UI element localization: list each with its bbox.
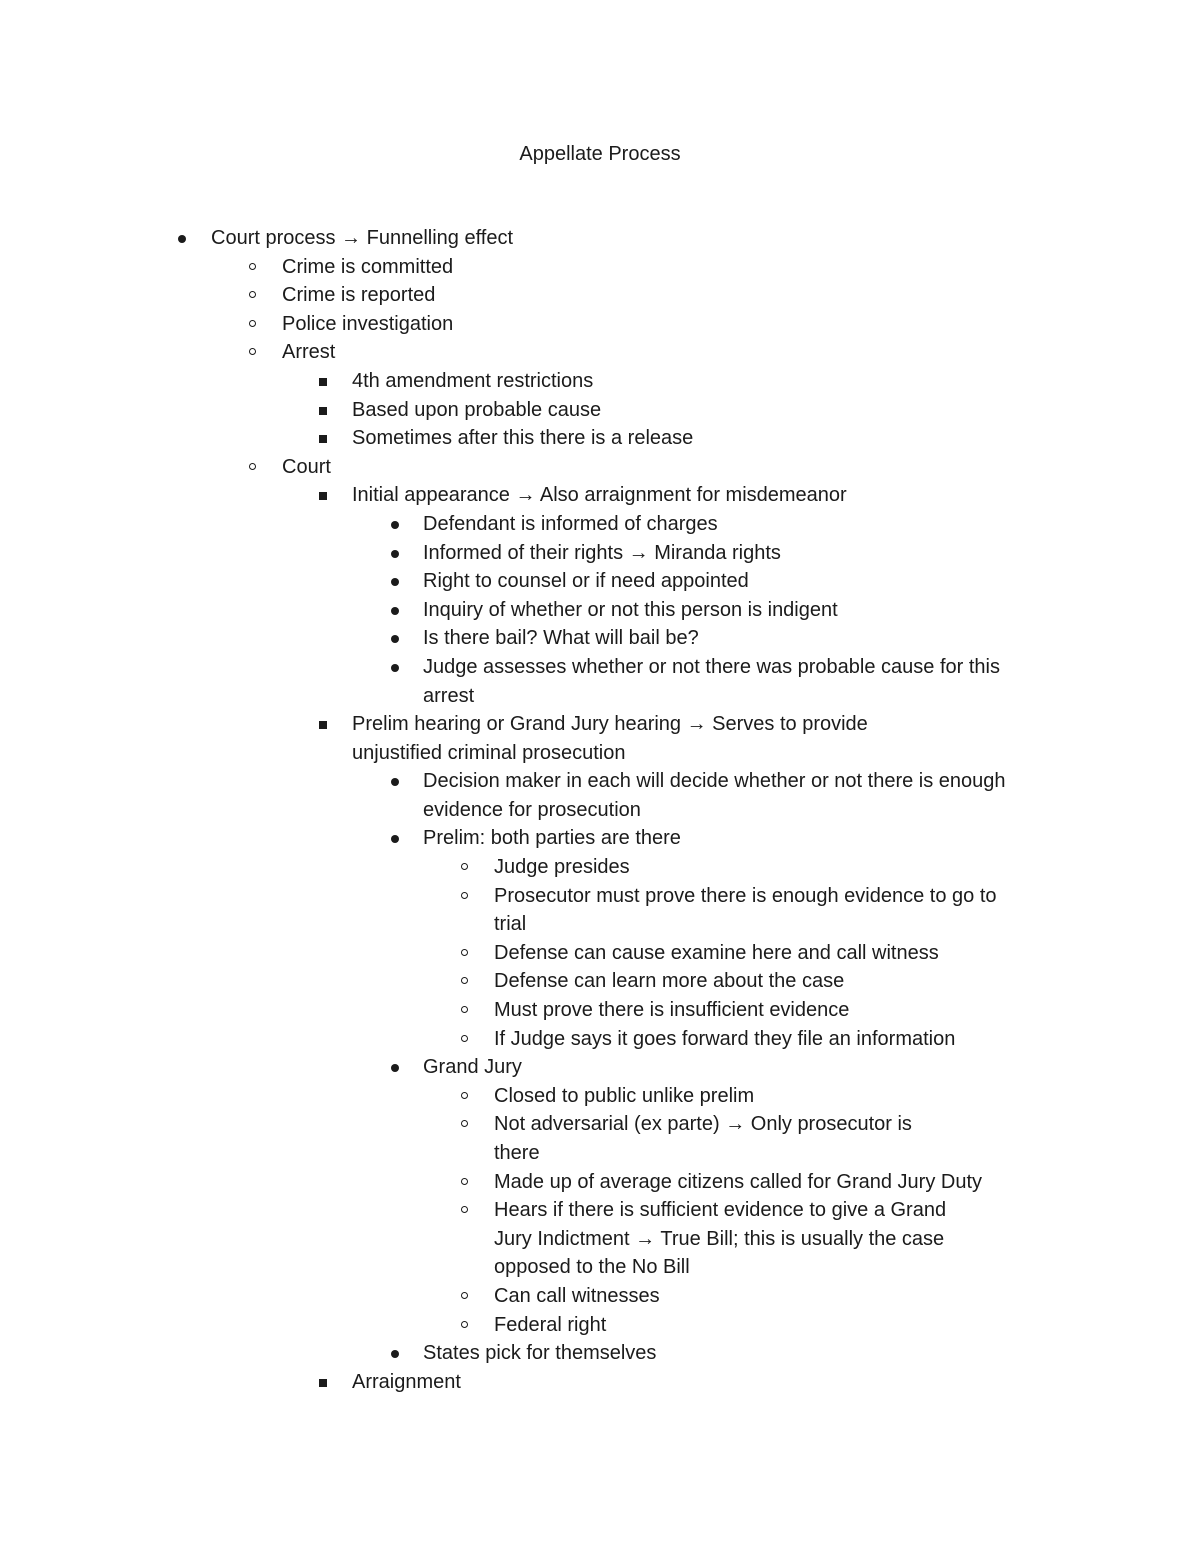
outline-item — [0, 510, 1200, 539]
outline-item-text: Defendant is informed of charges — [423, 512, 718, 535]
outline-continuation-line — [0, 796, 1200, 825]
circle-bullet-icon — [461, 1206, 468, 1213]
circle-bullet-icon — [461, 1092, 468, 1099]
circle-bullet-icon — [461, 1006, 468, 1013]
outline-item-text: Prosecutor must prove there is enough evidence to go to — [494, 884, 997, 907]
outline-continuation-line — [0, 1225, 1200, 1254]
outline-item-text: States pick for themselves — [423, 1342, 657, 1365]
disc-bullet-icon — [391, 578, 399, 586]
disc-bullet-icon — [391, 635, 399, 643]
outline-item-text: Judge presides — [494, 856, 630, 879]
outline-item-text: Court process → Funnelling effect — [211, 227, 514, 249]
outline-item — [0, 939, 1200, 968]
document-title: Appellate Process — [519, 143, 681, 165]
disc-bullet-icon — [391, 778, 399, 786]
outline-item-text: opposed to the No Bill — [494, 1256, 690, 1279]
outline-item-text: unjustified criminal prosecution — [352, 741, 626, 764]
square-bullet-icon — [319, 721, 327, 729]
outline-item-text: Prelim: both parties are there — [423, 827, 681, 850]
outline-item — [0, 367, 1200, 396]
outline-item-text: Defense can cause examine here and call witness — [494, 941, 939, 964]
outline-item-text: Decision maker in each will decide whether or not there is enough — [423, 770, 1006, 793]
circle-bullet-icon — [461, 1321, 468, 1328]
outline-item-text: Prelim hearing or Grand Jury hearing → Serves to provide — [352, 713, 868, 736]
outline-item-text: arrest — [423, 684, 475, 707]
outline-item-text: Judge assesses whether or not there was probable cause for this — [423, 655, 1000, 678]
outline-item-text: Made up of average citizens called for Grand Jury Duty — [494, 1170, 983, 1193]
disc-bullet-icon — [391, 835, 399, 843]
square-bullet-icon — [319, 1379, 327, 1387]
outline-continuation-line — [0, 1139, 1200, 1168]
outline-continuation-line — [0, 1253, 1200, 1282]
outline-item-text: Hears if there is sufficient evidence to give a Grand — [494, 1199, 947, 1222]
outline-item-text: Right to counsel or if need appointed — [423, 570, 749, 593]
outline-item-text: Must prove there is insufficient evidence — [494, 999, 850, 1022]
outline-item-text: there — [494, 1142, 540, 1164]
outline-item-text: Arrest — [282, 341, 336, 364]
outline-item — [0, 624, 1200, 653]
outline-item — [0, 567, 1200, 596]
outline-continuation-line — [0, 910, 1200, 939]
disc-bullet-icon — [391, 550, 399, 558]
outline-item — [0, 281, 1200, 310]
outline-item — [0, 310, 1200, 339]
outline-item — [0, 396, 1200, 425]
outline-item-text: Is there bail? What will bail be? — [423, 627, 699, 650]
outline-item — [0, 596, 1200, 625]
circle-bullet-icon — [461, 977, 468, 984]
circle-bullet-icon — [461, 1292, 468, 1299]
outline-item — [0, 424, 1200, 453]
outline-item — [0, 1196, 1200, 1225]
outline-item — [0, 1168, 1200, 1197]
outline-item — [0, 853, 1200, 882]
outline-item-text: Jury Indictment → True Bill; this is usually the case — [494, 1227, 945, 1250]
circle-bullet-icon — [461, 863, 468, 870]
outline-item — [0, 824, 1200, 853]
outline-item — [0, 481, 1200, 510]
circle-bullet-icon — [249, 320, 256, 327]
outline-item — [0, 767, 1200, 796]
outline-continuation-line — [0, 682, 1200, 711]
circle-bullet-icon — [249, 263, 256, 270]
disc-bullet-icon — [391, 1350, 399, 1358]
outline-item-text: trial — [494, 913, 527, 936]
circle-bullet-icon — [461, 1178, 468, 1185]
disc-bullet-icon — [391, 521, 399, 529]
circle-bullet-icon — [249, 463, 256, 470]
outline-item-text: Initial appearance → Also arraignment for misdemeanor — [352, 484, 847, 507]
square-bullet-icon — [319, 378, 327, 386]
outline-item-text: Not adversarial (ex parte) → Only prosecutor is — [494, 1113, 912, 1136]
outline-item-text: Crime is reported — [282, 284, 436, 307]
outline-item-text: Based upon probable cause — [352, 398, 602, 421]
disc-bullet-icon — [178, 235, 186, 243]
outline-item-text: evidence for prosecution — [423, 798, 641, 821]
outline-item — [0, 1368, 1200, 1397]
outline-item — [0, 967, 1200, 996]
outline-item-text: Grand Jury — [423, 1056, 522, 1079]
outline-item — [0, 453, 1200, 482]
disc-bullet-icon — [391, 607, 399, 615]
outline-item-text: Sometimes after this there is a release — [352, 427, 694, 450]
outline-item — [0, 224, 1200, 253]
circle-bullet-icon — [249, 348, 256, 355]
outline-item — [0, 338, 1200, 367]
circle-bullet-icon — [461, 949, 468, 956]
outline-item-text: Police investigation — [282, 312, 454, 335]
outline-item-text: Defense can learn more about the case — [494, 970, 845, 993]
square-bullet-icon — [319, 435, 327, 443]
outline-item — [0, 539, 1200, 568]
outline-item-text: 4th amendment restrictions — [352, 369, 594, 392]
outline-item-text: Federal right — [494, 1313, 607, 1336]
outline-item — [0, 1025, 1200, 1054]
outline-item-text: Closed to public unlike prelim — [494, 1084, 755, 1107]
disc-bullet-icon — [391, 664, 399, 672]
outline-item — [0, 1282, 1200, 1311]
outline-item-text: Arraignment — [352, 1370, 461, 1393]
circle-bullet-icon — [249, 291, 256, 298]
circle-bullet-icon — [461, 1120, 468, 1127]
outline-item — [0, 882, 1200, 911]
outline-item-text: Court — [282, 455, 331, 478]
outline-item — [0, 710, 1200, 739]
disc-bullet-icon — [391, 1064, 399, 1072]
outline-item — [0, 1311, 1200, 1340]
outline-item-text: Crime is committed — [282, 255, 454, 278]
outline-item — [0, 1082, 1200, 1111]
circle-bullet-icon — [461, 892, 468, 899]
outline-item — [0, 1110, 1200, 1139]
outline-continuation-line — [0, 739, 1200, 768]
outline-item — [0, 996, 1200, 1025]
outline-item-text: Inquiry of whether or not this person is indigent — [423, 598, 838, 621]
circle-bullet-icon — [461, 1035, 468, 1042]
outline-item — [0, 1053, 1200, 1082]
outline-item-text: Can call witnesses — [494, 1284, 660, 1307]
outline-list — [0, 224, 1200, 1396]
square-bullet-icon — [319, 492, 327, 500]
outline-item-text: Informed of their rights → Miranda rights — [423, 541, 781, 564]
outline-item — [0, 1339, 1200, 1368]
outline-item-text: If Judge says it goes forward they file an information — [494, 1027, 956, 1050]
outline-item — [0, 253, 1200, 282]
square-bullet-icon — [319, 407, 327, 415]
outline-item — [0, 653, 1200, 682]
